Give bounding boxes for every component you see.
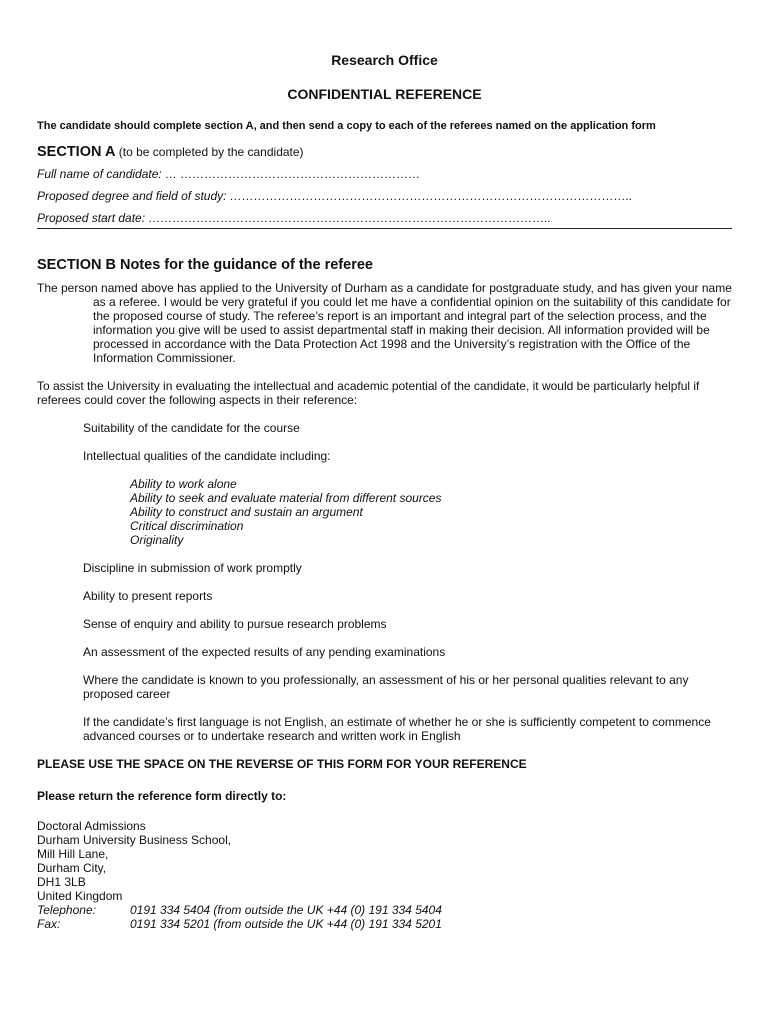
address-line: DH1 3LB [37, 875, 86, 889]
aspect-english: If the candidate’s first language is not English, an estimate of whether he or she is sufficiently competent to commence advanced courses or to undertake research and written work in English [83, 715, 711, 743]
telephone-label: Telephone: [37, 903, 96, 917]
return-note: Please return the reference form directly to: [37, 789, 287, 803]
start-date-field: Proposed start date: ……………………………………………………………………………………….. [37, 210, 732, 229]
aspect-reports: Ability to present reports [83, 589, 213, 603]
section-a-heading [37, 144, 732, 160]
address-line: United Kingdom [37, 889, 123, 903]
intellectual-qualities-list [130, 477, 732, 547]
fax-value: 0191 334 5201 (from outside the UK +44 (0) 191 334 5201 [130, 917, 442, 931]
telephone-row [37, 903, 732, 917]
degree-field: Proposed degree and field of study: ……………………………………………………………………………………….. [37, 189, 633, 203]
section-b-title: SECTION B Notes for the guidance of the referee [37, 257, 373, 273]
address-line: Doctoral Admissions [37, 819, 146, 833]
address-line: Durham City, [37, 861, 107, 875]
aspect-discipline: Discipline in submission of work promptly [83, 561, 302, 575]
aspect-intellectual: Intellectual qualities of the candidate including: [83, 449, 331, 463]
section-a-subtitle: (to be completed by the candidate) [118, 145, 304, 159]
address-line: Durham University Business School, [37, 833, 232, 847]
reverse-note: PLEASE USE THE SPACE ON THE REVERSE OF THIS FORM FOR YOUR REFERENCE [37, 757, 527, 771]
candidate-name-field: Full name of candidate: … …………………………………………………… [37, 167, 421, 181]
list-item: Ability to work alone [130, 477, 237, 491]
aspect-enquiry: Sense of enquiry and ability to pursue research problems [83, 617, 387, 631]
list-item: Ability to seek and evaluate material from different sources [130, 491, 442, 505]
reference-form [37, 52, 732, 931]
telephone-value: 0191 334 5404 (from outside the UK +44 (0) 191 334 5404 [130, 903, 442, 917]
section-a-title: SECTION A [37, 144, 116, 160]
form-instructions: The candidate should complete section A, and then send a copy to each of the referees named on the application form [37, 120, 656, 132]
aspect-personal-qualities: Where the candidate is known to you professionally, an assessment of his or her personal qualities relevant to any proposed career [83, 673, 689, 701]
address-line: Mill Hill Lane, [37, 847, 109, 861]
aspect-examinations: An assessment of the expected results of any pending examinations [83, 645, 446, 659]
list-item: Ability to construct and sustain an argument [130, 505, 363, 519]
list-item: Originality [130, 533, 184, 547]
office-heading: Research Office [331, 52, 438, 68]
return-address [37, 819, 732, 931]
fax-row [37, 917, 732, 931]
guidance-paragraph: The person named above has applied to the University of Durham as a candidate for postgraduate study, and has given your name as a referee. I would be very grateful if you could let me have a confidential opinion on the suitability of this candidate for the proposed course of study. The referee’s report is an important and integral part of the selection process, and the information you give will be used to assist departmental staff in making their decision. All information provided will be processed in accordance with the Data Protection Act 1998 and the University’s registration with the Office of the Information Commissioner. [37, 281, 732, 365]
aspects-intro: To assist the University in evaluating the intellectual and academic potential of the candidate, it would be particularly helpful if referees could cover the following aspects in their reference: [37, 379, 700, 407]
aspect-suitability: Suitability of the candidate for the course [83, 421, 300, 435]
form-title: CONFIDENTIAL REFERENCE [287, 86, 482, 102]
fax-label: Fax: [37, 917, 61, 931]
list-item: Critical discrimination [130, 519, 244, 533]
